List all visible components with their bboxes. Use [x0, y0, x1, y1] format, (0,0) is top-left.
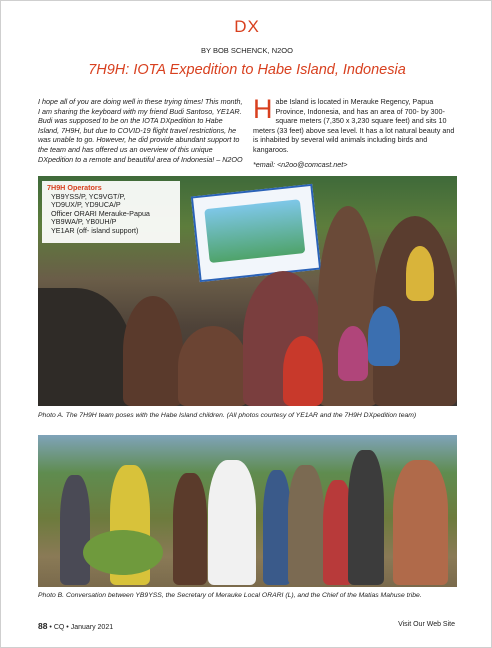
footer-left [38, 621, 113, 631]
photo-b-conversation [38, 435, 457, 587]
photo-a-yellow-shirt [406, 246, 434, 301]
issue-date: January 2021 [70, 624, 114, 631]
photo-b-person-5 [263, 470, 291, 585]
body-column [253, 94, 457, 169]
photo-b-banana-leaves [83, 530, 163, 575]
photo-a-banner [191, 184, 321, 282]
photo-a-crowd-2 [178, 326, 248, 406]
photo-a-crowd-1 [123, 296, 183, 406]
operators-box [42, 181, 180, 243]
footer-website-link[interactable]: Visit Our Web Site [398, 621, 455, 628]
photo-b-person-orari [208, 460, 256, 585]
article-headline: 7H9H: IOTA Expedition to Habe Island, Indonesia [88, 62, 406, 78]
photo-a-banner-picture [204, 199, 305, 263]
operators-title: 7H9H Operators [47, 183, 102, 192]
photo-a-caption: Photo A. The 7H9H team poses with the Habe Island children. (All photos courtesy of YE1AR and the 7H9H DXpedition team) [38, 412, 417, 419]
footer-bullet: • [49, 624, 54, 631]
operators-line: Officer ORARI Merauke-Papua [51, 208, 150, 218]
drop-cap: H [253, 94, 273, 124]
photo-b-person-8 [348, 450, 384, 585]
photo-a-blue-shirt [368, 306, 400, 366]
photo-b-person-3 [173, 473, 207, 585]
photo-b-person-9 [393, 460, 448, 585]
photo-b-chief [288, 465, 324, 585]
photo-a-rock [38, 288, 133, 406]
magazine-name: CQ [53, 624, 65, 631]
photo-b-caption: Photo B. Conversation between YB9YSS, the Secretary of Merauke Local ORARI (L), and the Chief of the Matias Mahuse tribe. [38, 592, 422, 599]
intro-text: I hope all of you are doing well in these trying times! This month, I am sharing the keyboard with my friend Budi Santoso, YE1AR. Budi was supposed to be on the IOTA DXpedition to Habe Island, 7H9H, but due to COVID-19 flight travel restrictions, he was unable to go. However, he did provide abundant support to the team and has offered us an overview of this unique DXpedition to a remote and beautiful area of Indonesia! – N2OO [38, 97, 243, 164]
section-title: DX [234, 17, 260, 36]
byline: BY BOB SCHENCK, N2OO [201, 46, 293, 55]
operators-line: YB9YSS/P, YC9VGT/P, [51, 191, 126, 201]
body-text: abe Island is located in Merauke Regency, Papua Province, Indonesia, and has an area of 700- by 300-square meters (7,350 x 3,230 square feet) and sits 10 meters (33 feet) above sea level. It has a lot natural beauty and is inhabited by several wild animals including birds and kangaroos. [253, 97, 455, 154]
intro-column [38, 97, 243, 164]
author-email: *email: <n2oo@comcast.net> [253, 159, 348, 169]
footer-bullet: • [66, 624, 71, 631]
operators-line: YD9UX/P, YD9UCA/P [51, 200, 121, 210]
photo-b-person-1 [60, 475, 90, 585]
operators-line: YE1AR (off- island support) [51, 225, 139, 235]
page-number: 88 [38, 621, 48, 631]
operators-line: YB9WA/P, YB0UH/P [51, 217, 117, 227]
photo-a-magenta-shirt [338, 326, 368, 381]
photo-a-red-shirt [283, 336, 323, 406]
